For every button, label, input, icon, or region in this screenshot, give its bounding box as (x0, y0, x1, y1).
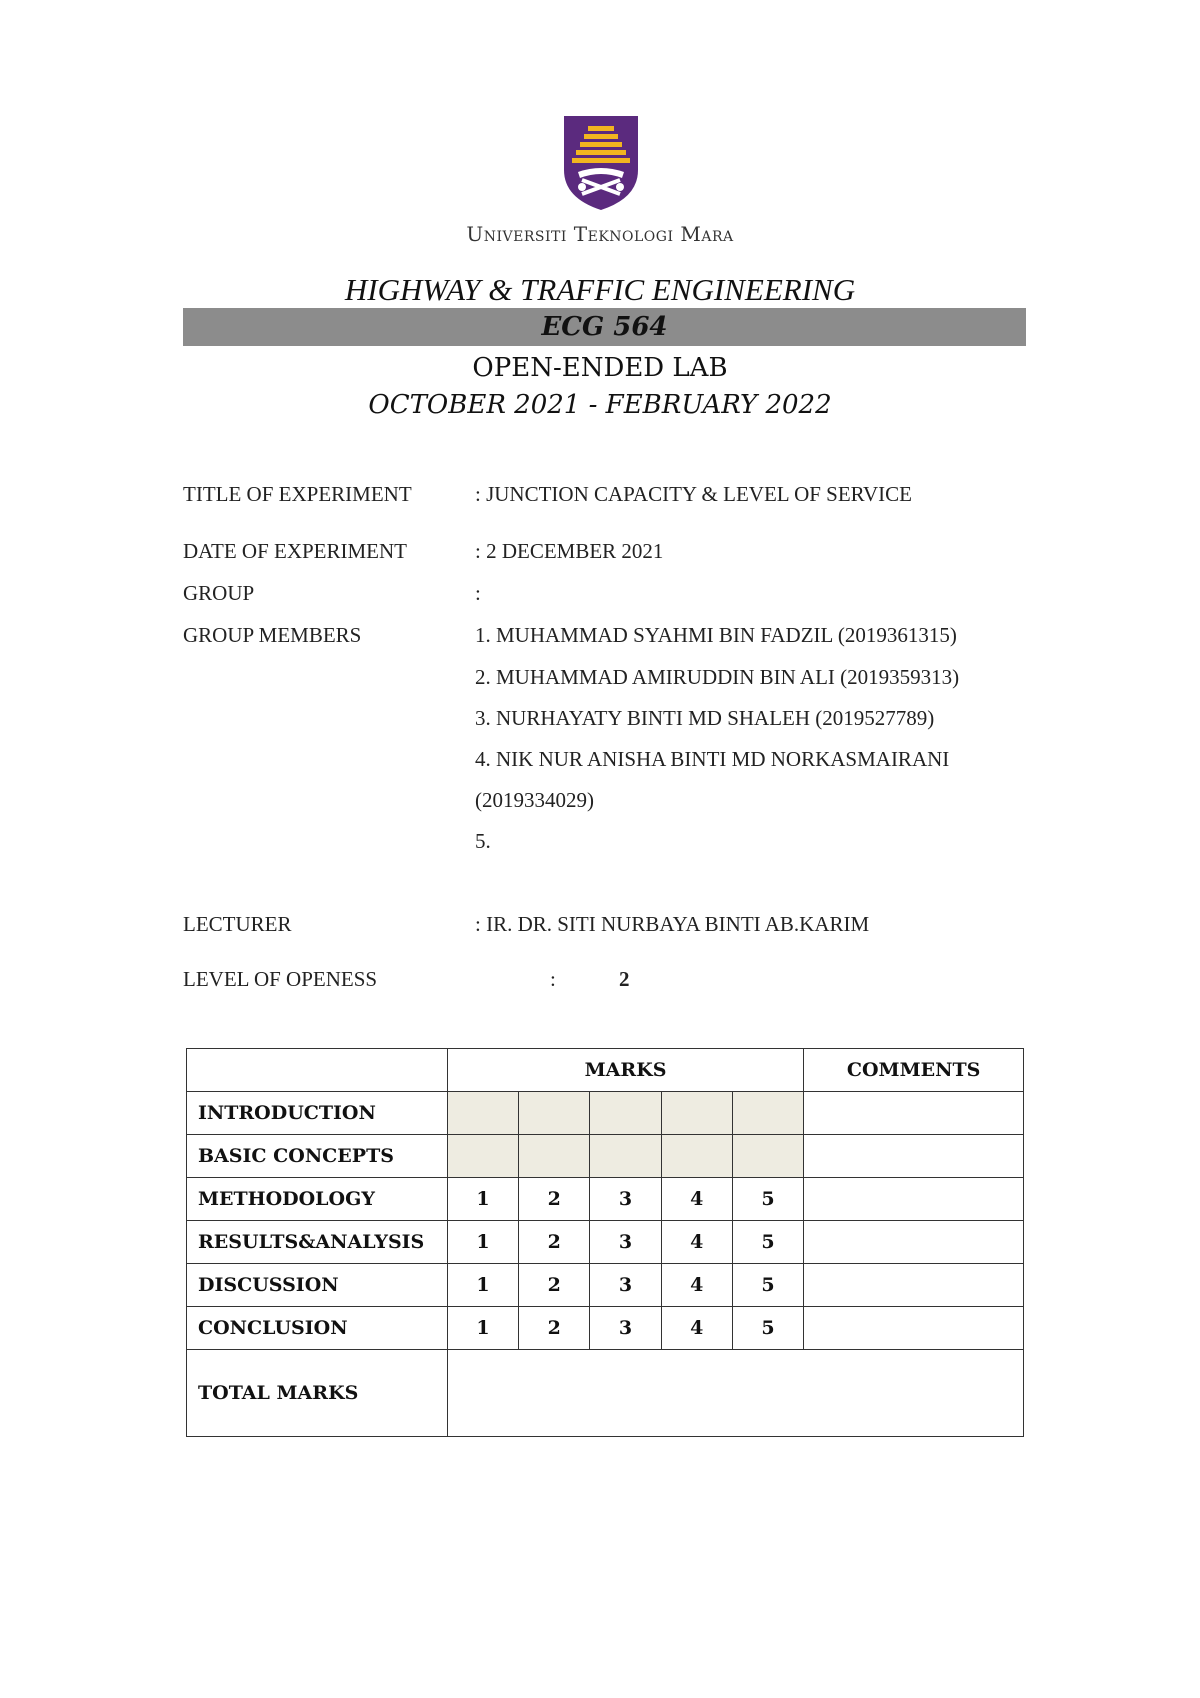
total-marks-label: TOTAL MARKS (187, 1350, 448, 1437)
score-cell[interactable]: 2 (519, 1264, 590, 1307)
score-cell[interactable] (732, 1092, 803, 1135)
university-name: Universiti Teknologi Mara (466, 222, 734, 246)
table-row (187, 1135, 1024, 1178)
table-row (187, 1264, 1024, 1307)
criterion-conclusion: CONCLUSION (187, 1307, 448, 1350)
openness-label: LEVEL OF OPENESS (183, 967, 378, 991)
score-cell[interactable]: 5 (732, 1264, 803, 1307)
score-cell[interactable] (732, 1135, 803, 1178)
score-cell[interactable]: 1 (447, 1264, 518, 1307)
table-row (187, 1307, 1024, 1350)
lab-type: OPEN-ENDED LAB (472, 353, 728, 383)
table-row (187, 1178, 1024, 1221)
score-cell[interactable] (661, 1135, 732, 1178)
member-4-id: (2019334029) (475, 788, 594, 812)
session: OCTOBER 2021 - FEBRUARY 2022 (368, 390, 832, 420)
comment-cell[interactable] (804, 1135, 1024, 1178)
member-3: 3. NURHAYATY BINTI MD SHALEH (2019527789) (475, 706, 935, 730)
score-cell[interactable]: 1 (447, 1178, 518, 1221)
uitm-crest-logo (560, 112, 642, 212)
title-value: : JUNCTION CAPACITY & LEVEL OF SERVICE (475, 482, 913, 506)
score-cell[interactable]: 4 (661, 1307, 732, 1350)
table-row (187, 1221, 1024, 1264)
criterion-discussion: DISCUSSION (187, 1264, 448, 1307)
score-cell[interactable] (590, 1135, 661, 1178)
date-value: : 2 DECEMBER 2021 (475, 539, 664, 563)
title-label: TITLE OF EXPERIMENT (183, 482, 412, 506)
score-cell[interactable]: 3 (590, 1307, 661, 1350)
table-header-row (187, 1049, 1024, 1092)
lecturer-label: LECTURER (183, 912, 292, 936)
date-label: DATE OF EXPERIMENT (183, 539, 407, 563)
course-title: HIGHWAY & TRAFFIC ENGINEERING (344, 272, 856, 307)
header-empty-cell (187, 1049, 448, 1092)
score-cell[interactable]: 1 (447, 1221, 518, 1264)
comment-cell[interactable] (804, 1092, 1024, 1135)
member-4: 4. NIK NUR ANISHA BINTI MD NORKASMAIRANI (475, 747, 950, 771)
score-cell[interactable]: 5 (732, 1221, 803, 1264)
score-cell[interactable]: 2 (519, 1178, 590, 1221)
header-comments: COMMENTS (804, 1049, 1024, 1092)
marks-table (186, 1048, 1024, 1437)
score-cell[interactable]: 3 (590, 1178, 661, 1221)
score-cell[interactable]: 4 (661, 1221, 732, 1264)
score-cell[interactable]: 3 (590, 1264, 661, 1307)
lecturer-value: : IR. DR. SITI NURBAYA BINTI AB.KARIM (475, 912, 870, 936)
score-cell[interactable]: 4 (661, 1264, 732, 1307)
score-cell[interactable] (661, 1092, 732, 1135)
criterion-results-analysis: RESULTS&ANALYSIS (187, 1221, 448, 1264)
score-cell[interactable]: 2 (519, 1307, 590, 1350)
score-cell[interactable] (447, 1135, 518, 1178)
score-cell[interactable] (447, 1092, 518, 1135)
score-cell[interactable] (590, 1092, 661, 1135)
comment-cell[interactable] (804, 1178, 1024, 1221)
comment-cell[interactable] (804, 1264, 1024, 1307)
score-cell[interactable]: 5 (732, 1307, 803, 1350)
total-marks-cell[interactable] (447, 1350, 1023, 1437)
member-5: 5. (475, 829, 491, 853)
score-cell[interactable]: 3 (590, 1221, 661, 1264)
total-row (187, 1350, 1024, 1437)
openness-colon: : (550, 967, 556, 991)
group-label: GROUP (183, 581, 255, 605)
member-2: 2. MUHAMMAD AMIRUDDIN BIN ALI (2019359313) (475, 665, 960, 689)
header-marks: MARKS (447, 1049, 803, 1092)
score-cell[interactable] (519, 1135, 590, 1178)
comment-cell[interactable] (804, 1307, 1024, 1350)
group-value: : (475, 581, 481, 605)
table-row (187, 1092, 1024, 1135)
score-cell[interactable]: 2 (519, 1221, 590, 1264)
course-code-bar (183, 308, 1026, 346)
member-1: 1. MUHAMMAD SYAHMI BIN FADZIL (2019361315) (475, 623, 957, 647)
score-cell[interactable]: 1 (447, 1307, 518, 1350)
score-cell[interactable] (519, 1092, 590, 1135)
crest-icon (560, 112, 642, 212)
score-cell[interactable]: 5 (732, 1178, 803, 1221)
criterion-methodology: METHODOLOGY (187, 1178, 448, 1221)
criterion-introduction: INTRODUCTION (187, 1092, 448, 1135)
course-code: ECG 564 (541, 312, 668, 342)
members-label: GROUP MEMBERS (183, 623, 362, 647)
comment-cell[interactable] (804, 1221, 1024, 1264)
criterion-basic-concepts: BASIC CONCEPTS (187, 1135, 448, 1178)
score-cell[interactable]: 4 (661, 1178, 732, 1221)
openness-value: 2 (619, 967, 630, 991)
